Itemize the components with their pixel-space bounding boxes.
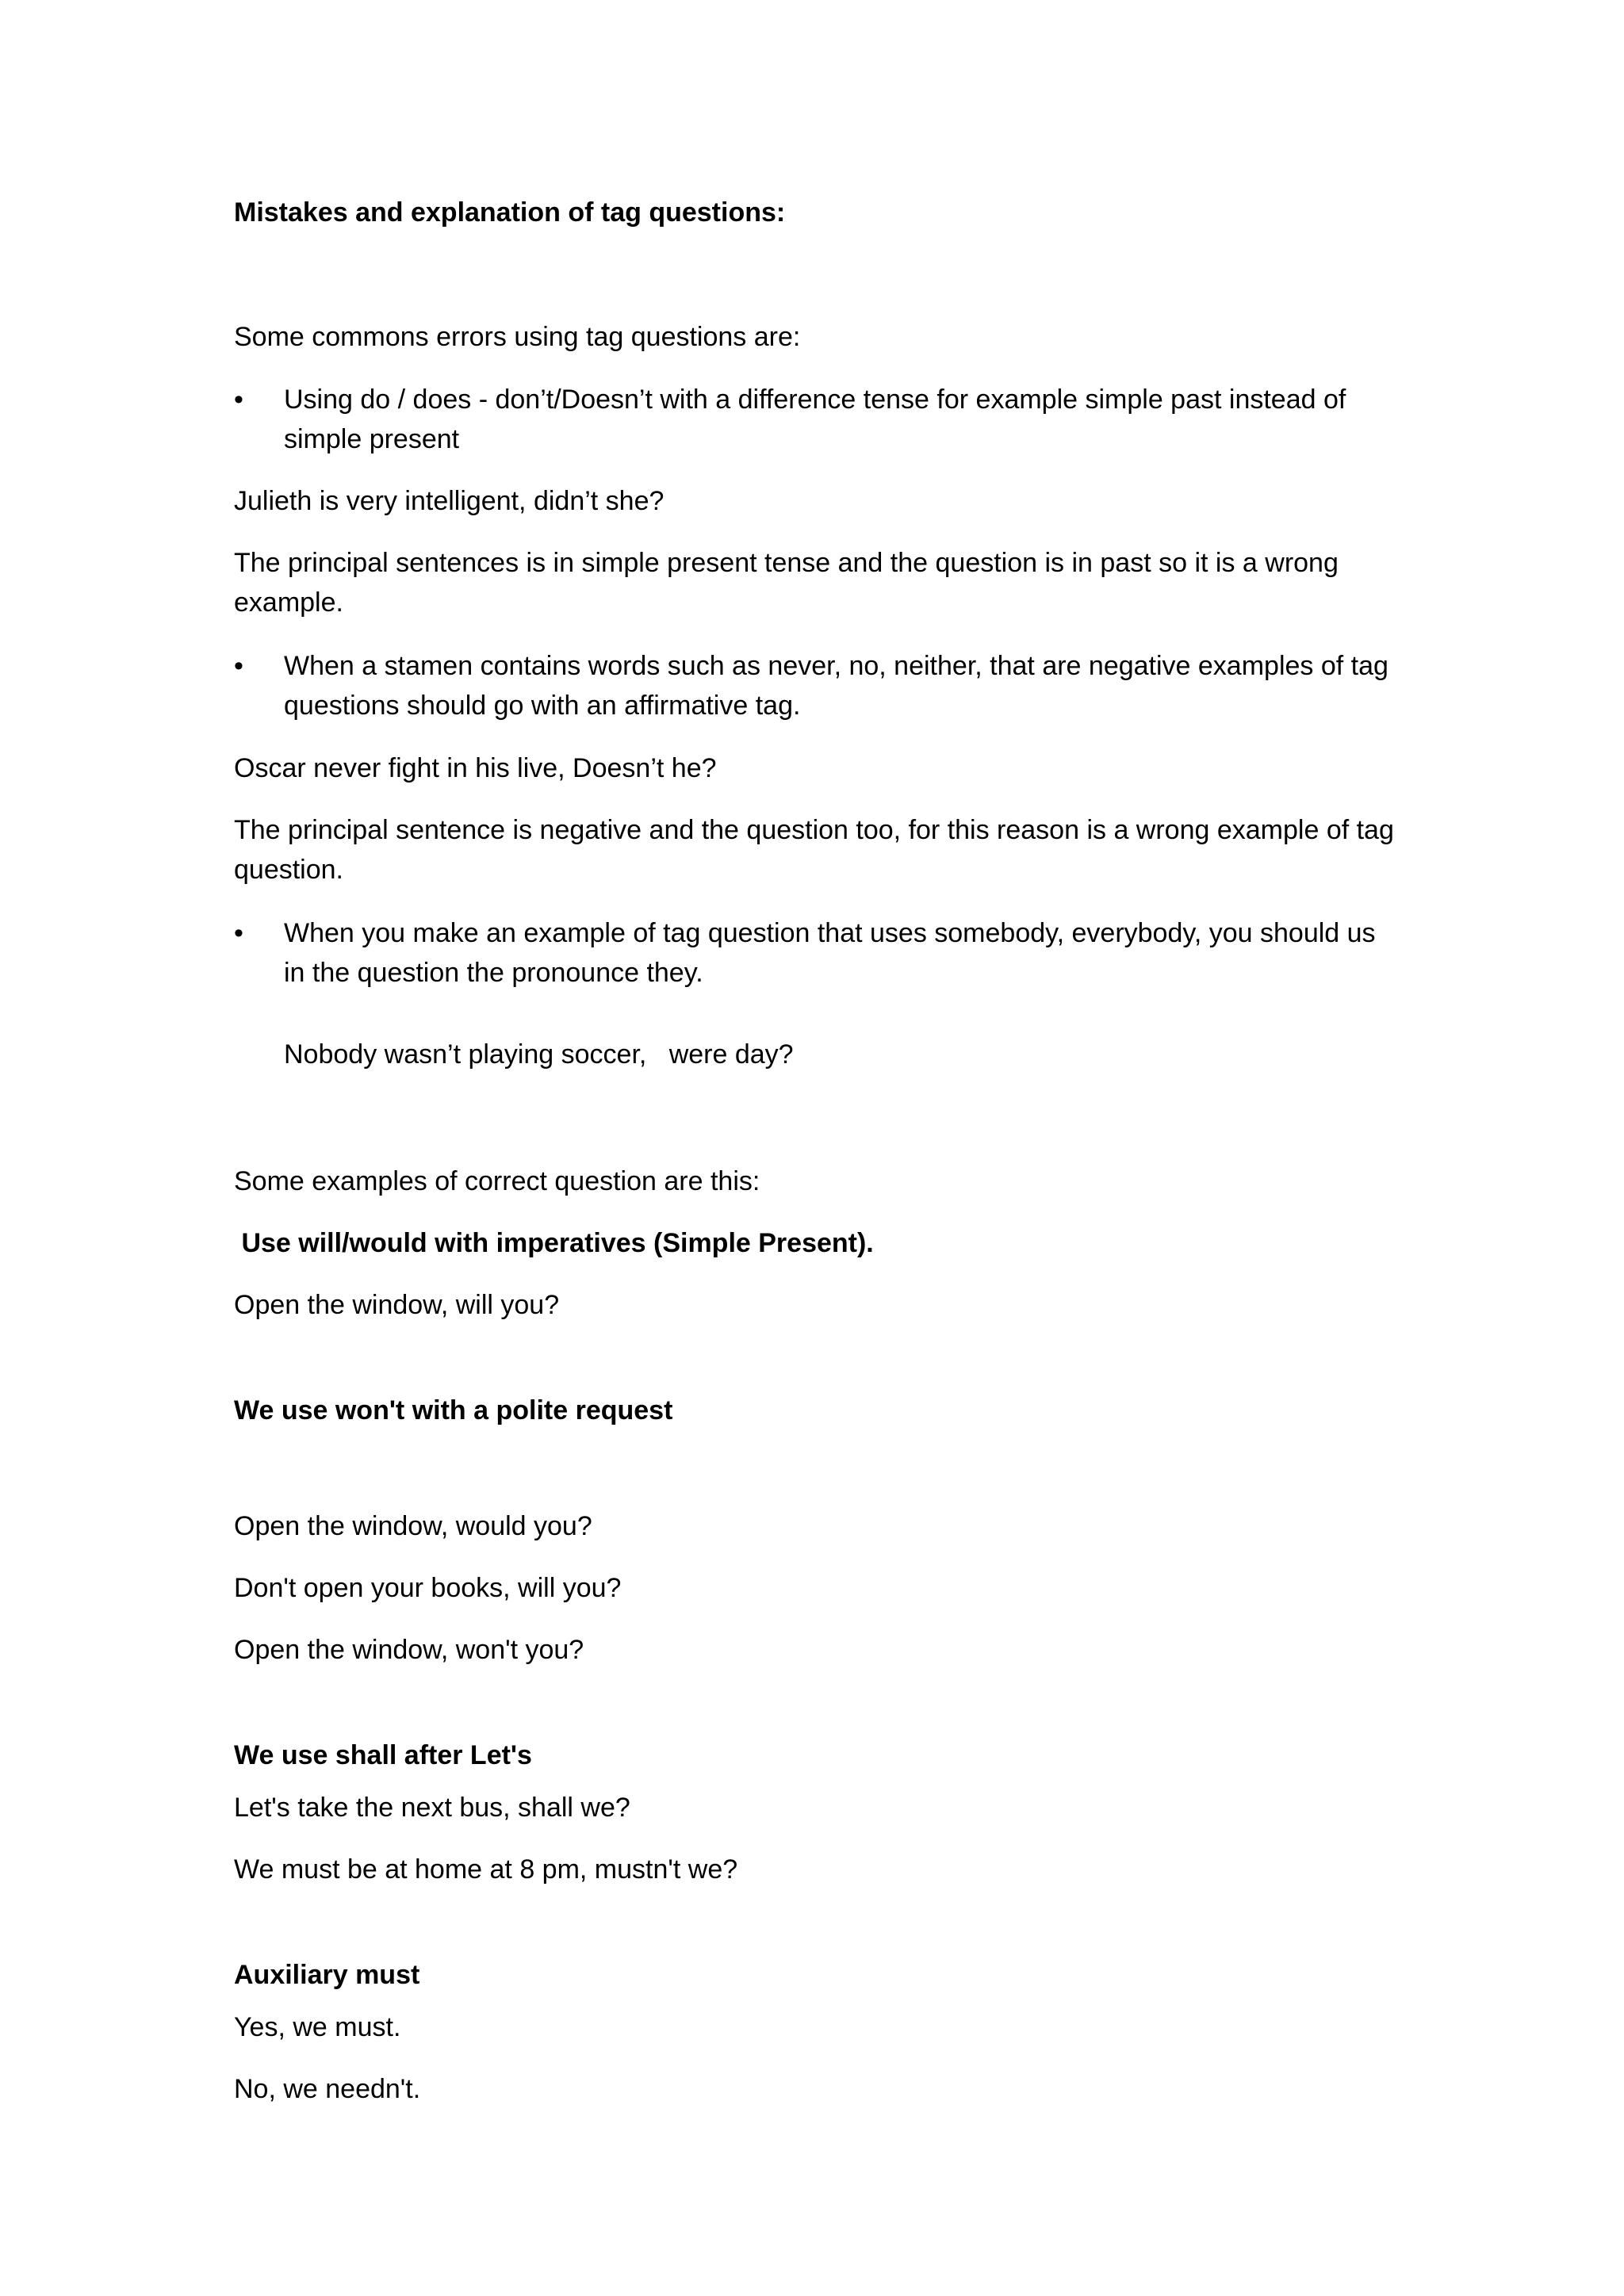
explanation-1: The principal sentences is in simple present tense and the question is in past so it is a wrong example. xyxy=(234,548,1339,618)
explanation-2: The principal sentence is negative and the question too, for this reason is a wrong example of tag question. xyxy=(234,815,1394,885)
section-title-shall: We use shall after Let's xyxy=(234,1740,532,1770)
intro-text: Some commons errors using tag questions are: xyxy=(234,322,801,352)
section-title-must: Auxiliary must xyxy=(234,1960,420,1990)
bullet-marker: • xyxy=(234,385,243,415)
correct-examples-intro: Some examples of correct question are this: xyxy=(234,1166,760,1196)
bullet-marker: • xyxy=(234,651,243,681)
bullet-item-2: When a stamen contains words such as never, no, neither, that are negative examples of tag questions should go with an affirmative tag. xyxy=(284,651,1388,721)
bullet-marker: • xyxy=(234,918,243,948)
example-must-2: No, we needn't. xyxy=(234,2074,421,2104)
example-sentence-2: Oscar never fight in his live, Doesn’t he? xyxy=(234,753,717,783)
example-must-1: Yes, we must. xyxy=(234,2012,401,2042)
example-polite-3: Open the window, won't you? xyxy=(234,1635,584,1665)
example-shall-1: Let's take the next bus, shall we? xyxy=(234,1793,630,1823)
example-shall-2: We must be at home at 8 pm, mustn't we? xyxy=(234,1854,738,1885)
section-title-imperatives: Use will/would with imperatives (Simple Present). xyxy=(234,1228,874,1258)
example-polite-2: Don't open your books, will you? xyxy=(234,1573,622,1603)
section-title-polite-request: We use won't with a polite request xyxy=(234,1395,673,1425)
bullet-item-1: Using do / does - don’t/Doesn’t with a difference tense for example simple past instead of simple present xyxy=(284,385,1346,454)
example-polite-1: Open the window, would you? xyxy=(234,1511,592,1541)
example-sentence-3: Nobody wasn’t playing soccer, were day? xyxy=(284,1039,794,1070)
bullet-item-3: When you make an example of tag question that uses somebody, everybody, you should us in the question the pronounce they. xyxy=(284,918,1376,988)
document-heading: Mistakes and explanation of tag questions: xyxy=(234,197,786,228)
example-sentence-1: Julieth is very intelligent, didn’t she? xyxy=(234,486,665,516)
example-imperatives: Open the window, will you? xyxy=(234,1290,560,1320)
